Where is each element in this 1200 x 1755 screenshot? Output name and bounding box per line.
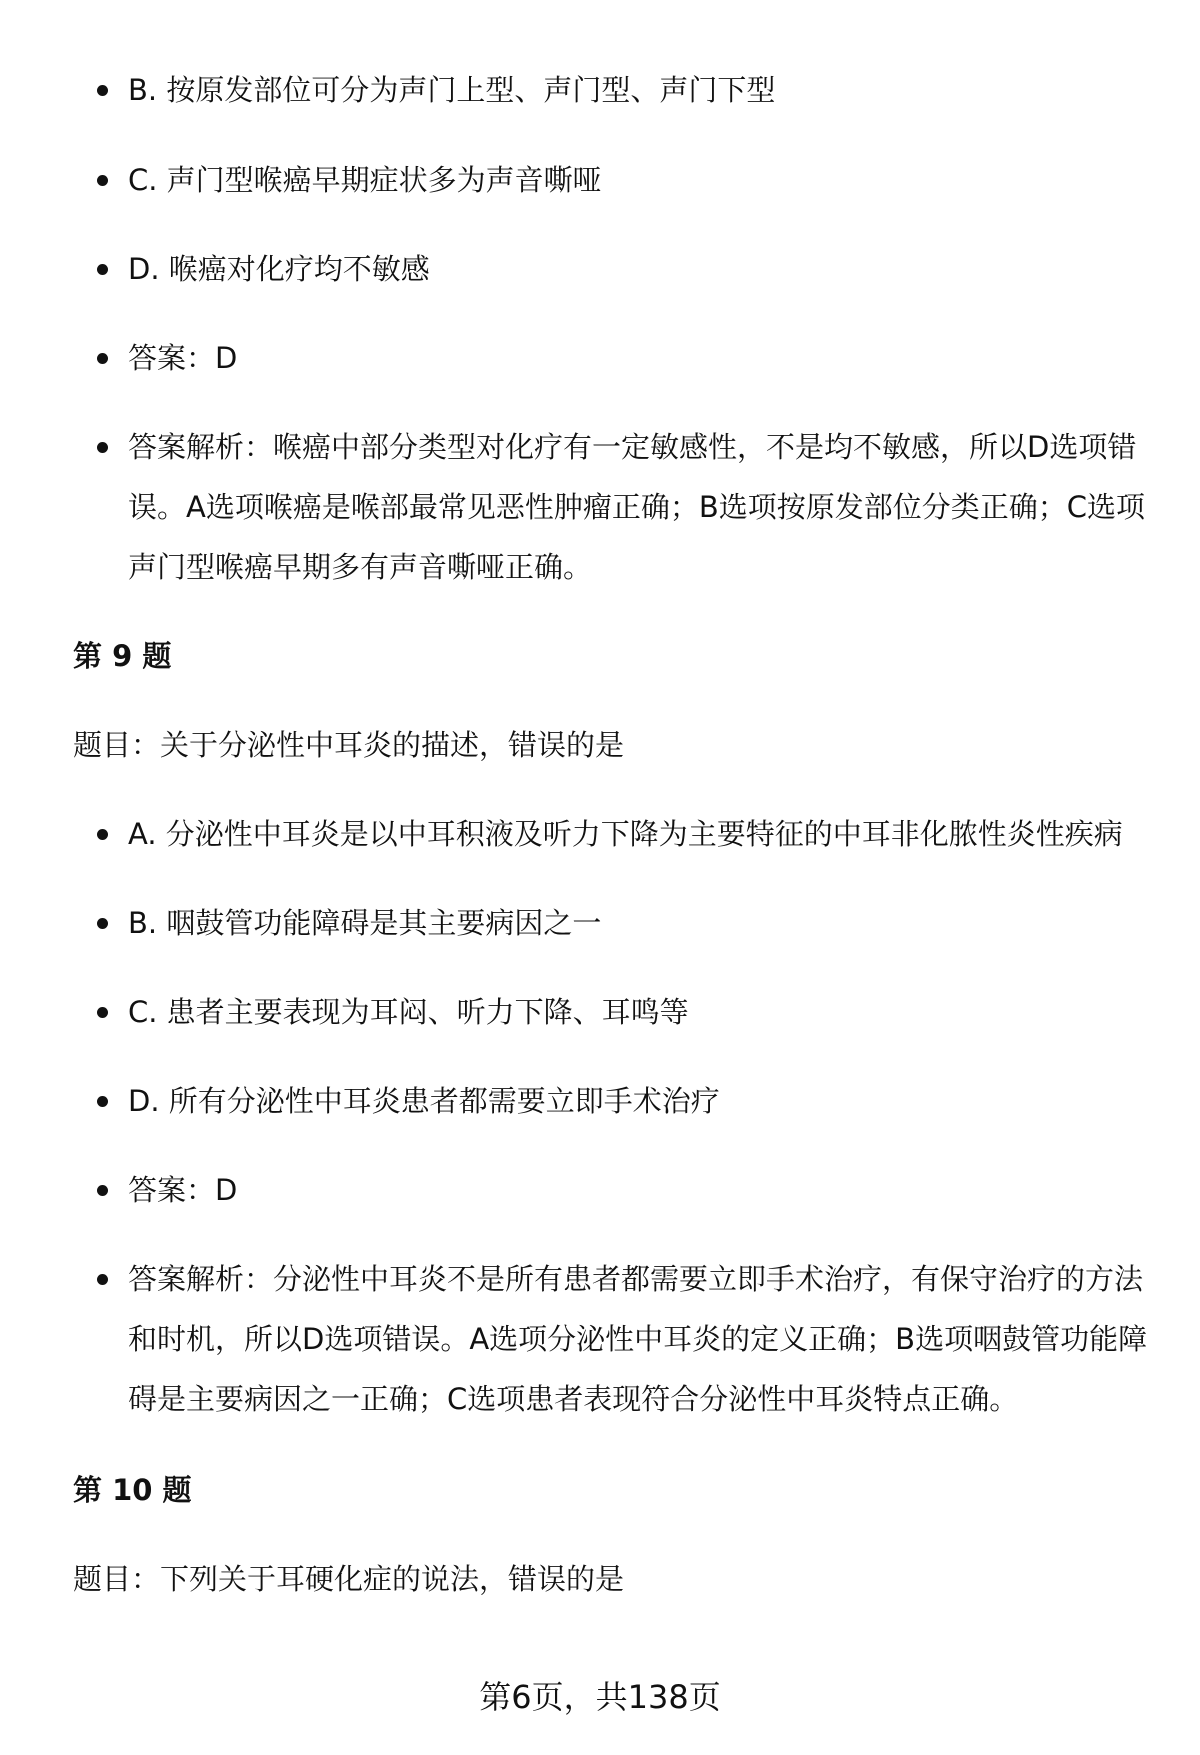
- explanation-text: 答案解析：分泌性中耳炎不是所有患者都需要立即手术治疗，有保守治疗的方法和时机，所以D选项错误。A选项分泌性中耳炎的定义正确；B选项咽鼓管功能障碍是主要病因之一正确；C选项患者表现符合分泌性中耳炎特点正确。: [128, 1262, 1148, 1416]
- answer-text: 答案：D: [128, 341, 238, 375]
- bullet-icon: [97, 918, 108, 929]
- bullet-icon: [97, 1274, 108, 1285]
- question-10-heading: 第 10 题: [73, 1473, 192, 1507]
- option-text: B. 咽鼓管功能障碍是其主要病因之一: [128, 906, 602, 940]
- bullet-icon: [97, 1007, 108, 1018]
- bullet-icon: [97, 353, 108, 364]
- option-text: C. 声门型喉癌早期症状多为声音嘶哑: [128, 163, 602, 197]
- question-10-stem: 题目：下列关于耳硬化症的说法，错误的是: [73, 1562, 625, 1596]
- option-text: D. 喉癌对化疗均不敏感: [128, 252, 430, 286]
- option-d: [128, 239, 1158, 299]
- bullet-icon: [97, 1185, 108, 1196]
- option-b: [128, 60, 1158, 120]
- bullet-icon: [97, 442, 108, 453]
- question-9-heading: 第 9 题: [73, 639, 172, 673]
- explanation-text: 答案解析：喉癌中部分类型对化疗有一定敏感性，不是均不敏感，所以D选项错误。A选项喉癌是喉部最常见恶性肿瘤正确；B选项按原发部位分类正确；C选项声门型喉癌早期多有声音嘶哑正确。: [128, 430, 1145, 584]
- option-text: D. 所有分泌性中耳炎患者都需要立即手术治疗: [128, 1084, 720, 1118]
- option-a: [128, 804, 1158, 864]
- answer: [128, 1160, 1158, 1220]
- bullet-icon: [97, 264, 108, 275]
- explanation: [128, 1249, 1158, 1429]
- option-text: C. 患者主要表现为耳闷、听力下降、耳鸣等: [128, 995, 689, 1029]
- explanation: [128, 417, 1158, 597]
- bullet-icon: [97, 85, 108, 96]
- question-9-stem: 题目：关于分泌性中耳炎的描述，错误的是: [73, 728, 625, 762]
- option-text: B. 按原发部位可分为声门上型、声门型、声门下型: [128, 73, 776, 107]
- bullet-icon: [97, 175, 108, 186]
- bullet-icon: [97, 829, 108, 840]
- answer: [128, 328, 1158, 388]
- bullet-icon: [97, 1096, 108, 1107]
- option-text: A. 分泌性中耳炎是以中耳积液及听力下降为主要特征的中耳非化脓性炎性疾病: [128, 817, 1123, 851]
- option-d: [128, 1071, 1158, 1131]
- page-number: 第6页，共138页: [479, 1678, 721, 1716]
- option-c: [128, 150, 1158, 210]
- option-b: [128, 893, 1158, 953]
- option-c: [128, 982, 1158, 1042]
- answer-text: 答案：D: [128, 1173, 238, 1207]
